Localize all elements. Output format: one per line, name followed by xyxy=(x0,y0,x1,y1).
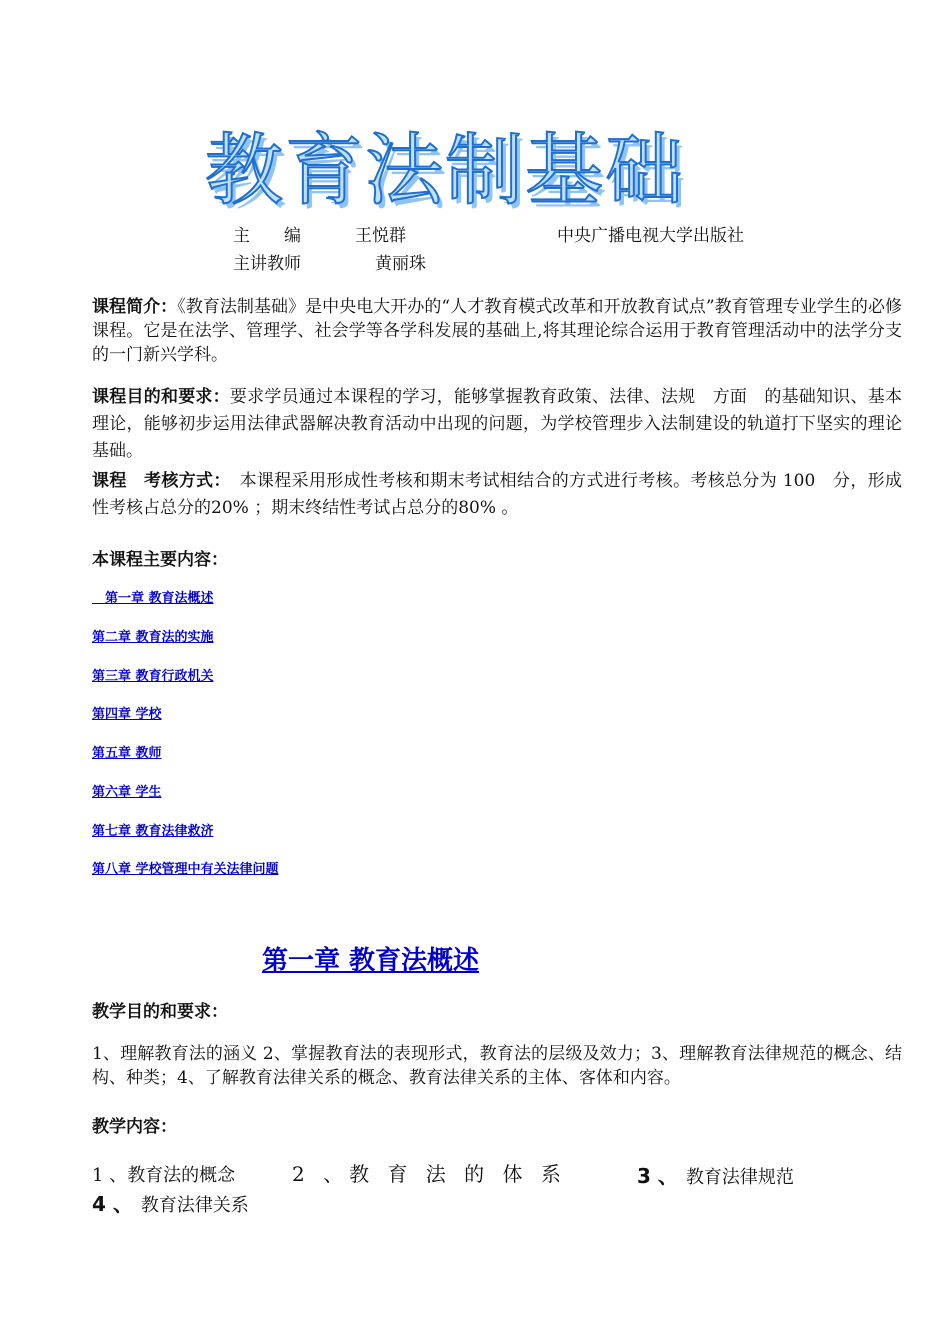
chapter-1-heading[interactable]: 第一章 教育法概述 xyxy=(262,946,480,976)
content-item-1-text: 教育法的概念 xyxy=(127,1165,236,1186)
toc-link-chapter-6[interactable]: 第六章 学生 xyxy=(92,785,162,800)
content-item-3 xyxy=(637,1160,794,1189)
content-item-2-text: 教 育 法 的 体 系 xyxy=(349,1162,567,1186)
course-assessment xyxy=(92,468,902,522)
course-intro-label: 课程简介： xyxy=(92,297,178,317)
content-item-3-number: 3 、 xyxy=(637,1164,668,1188)
toc-link-chapter-5[interactable]: 第五章 教师 xyxy=(92,746,162,761)
content-item-2 xyxy=(292,1158,567,1187)
teaching-goals-text: 1、理解教育法的涵义 2、掌握教育法的表现形式，教育法的层级及效力；3、理解教育法律规范的概念、结构、种类；4、了解教育法律关系的概念、教育法律关系的主体、客体和内容。 xyxy=(92,1044,902,1088)
course-objectives xyxy=(92,384,902,465)
toc-link-chapter-1[interactable]: 第一章 教育法概述 xyxy=(92,591,214,606)
content-item-1-number: 1 、 xyxy=(92,1165,128,1186)
teacher-name: 黄丽珠 xyxy=(375,254,426,274)
toc-link-chapter-4[interactable]: 第四章 学校 xyxy=(92,707,162,722)
content-item-1 xyxy=(92,1161,235,1187)
course-assessment-text: 本课程采用形成性考核和期末考试相结合的方式进行考核。考核总分为 100 分，形成性考核占总分的20% ；期末终结性考试占总分的80% 。 xyxy=(92,471,903,518)
course-intro-text: 《教育法制基础》是中央电大开办的“人才教育模式改革和开放教育试点”教育管理专业学生的必修课程。它是在法学、管理学、社会学等各学科发展的基础上,将其理论综合运用于教育管理活动中的法学分支的一门新兴学科。 xyxy=(92,297,903,365)
content-item-3-text: 教育法律规范 xyxy=(685,1167,794,1188)
toc-link-chapter-7[interactable]: 第七章 教育法律救济 xyxy=(92,824,214,839)
course-objectives-label: 课程目的和要求： xyxy=(92,387,230,407)
editor-label: 主 编 xyxy=(233,226,301,246)
content-item-4-number: 4 、 xyxy=(92,1192,123,1216)
course-intro xyxy=(92,295,902,367)
publisher: 中央广播电视大学出版社 xyxy=(557,226,744,246)
document-title-wordart: 教育法制基础 xyxy=(205,126,686,216)
course-objectives-text: 要求学员通过本课程的学习，能够掌握教育政策、法律、法规 方面 的基础知识、基本理论，能够初步运用法律武器解决教育活动中出现的问题，为学校管理步入法制建设的轨道打下坚实的理论基础。 xyxy=(92,387,903,461)
content-item-4-text: 教育法律关系 xyxy=(140,1195,249,1216)
content-item-2-number: 2 、 xyxy=(292,1162,350,1186)
teaching-content-label: 教学内容： xyxy=(92,1117,177,1137)
teaching-goals-label: 教学目的和要求： xyxy=(92,1002,228,1022)
toc-link-chapter-8[interactable]: 第八章 学校管理中有关法律问题 xyxy=(92,862,279,877)
main-contents-heading: 本课程主要内容： xyxy=(92,550,228,570)
course-assessment-label: 课程 考核方式： xyxy=(92,471,223,491)
teacher-label: 主讲教师 xyxy=(233,254,301,274)
editor-name: 王悦群 xyxy=(355,226,406,246)
toc-link-chapter-2[interactable]: 第二章 教育法的实施 xyxy=(92,630,214,645)
content-item-4 xyxy=(92,1188,249,1217)
toc-link-chapter-3[interactable]: 第三章 教育行政机关 xyxy=(92,669,214,684)
